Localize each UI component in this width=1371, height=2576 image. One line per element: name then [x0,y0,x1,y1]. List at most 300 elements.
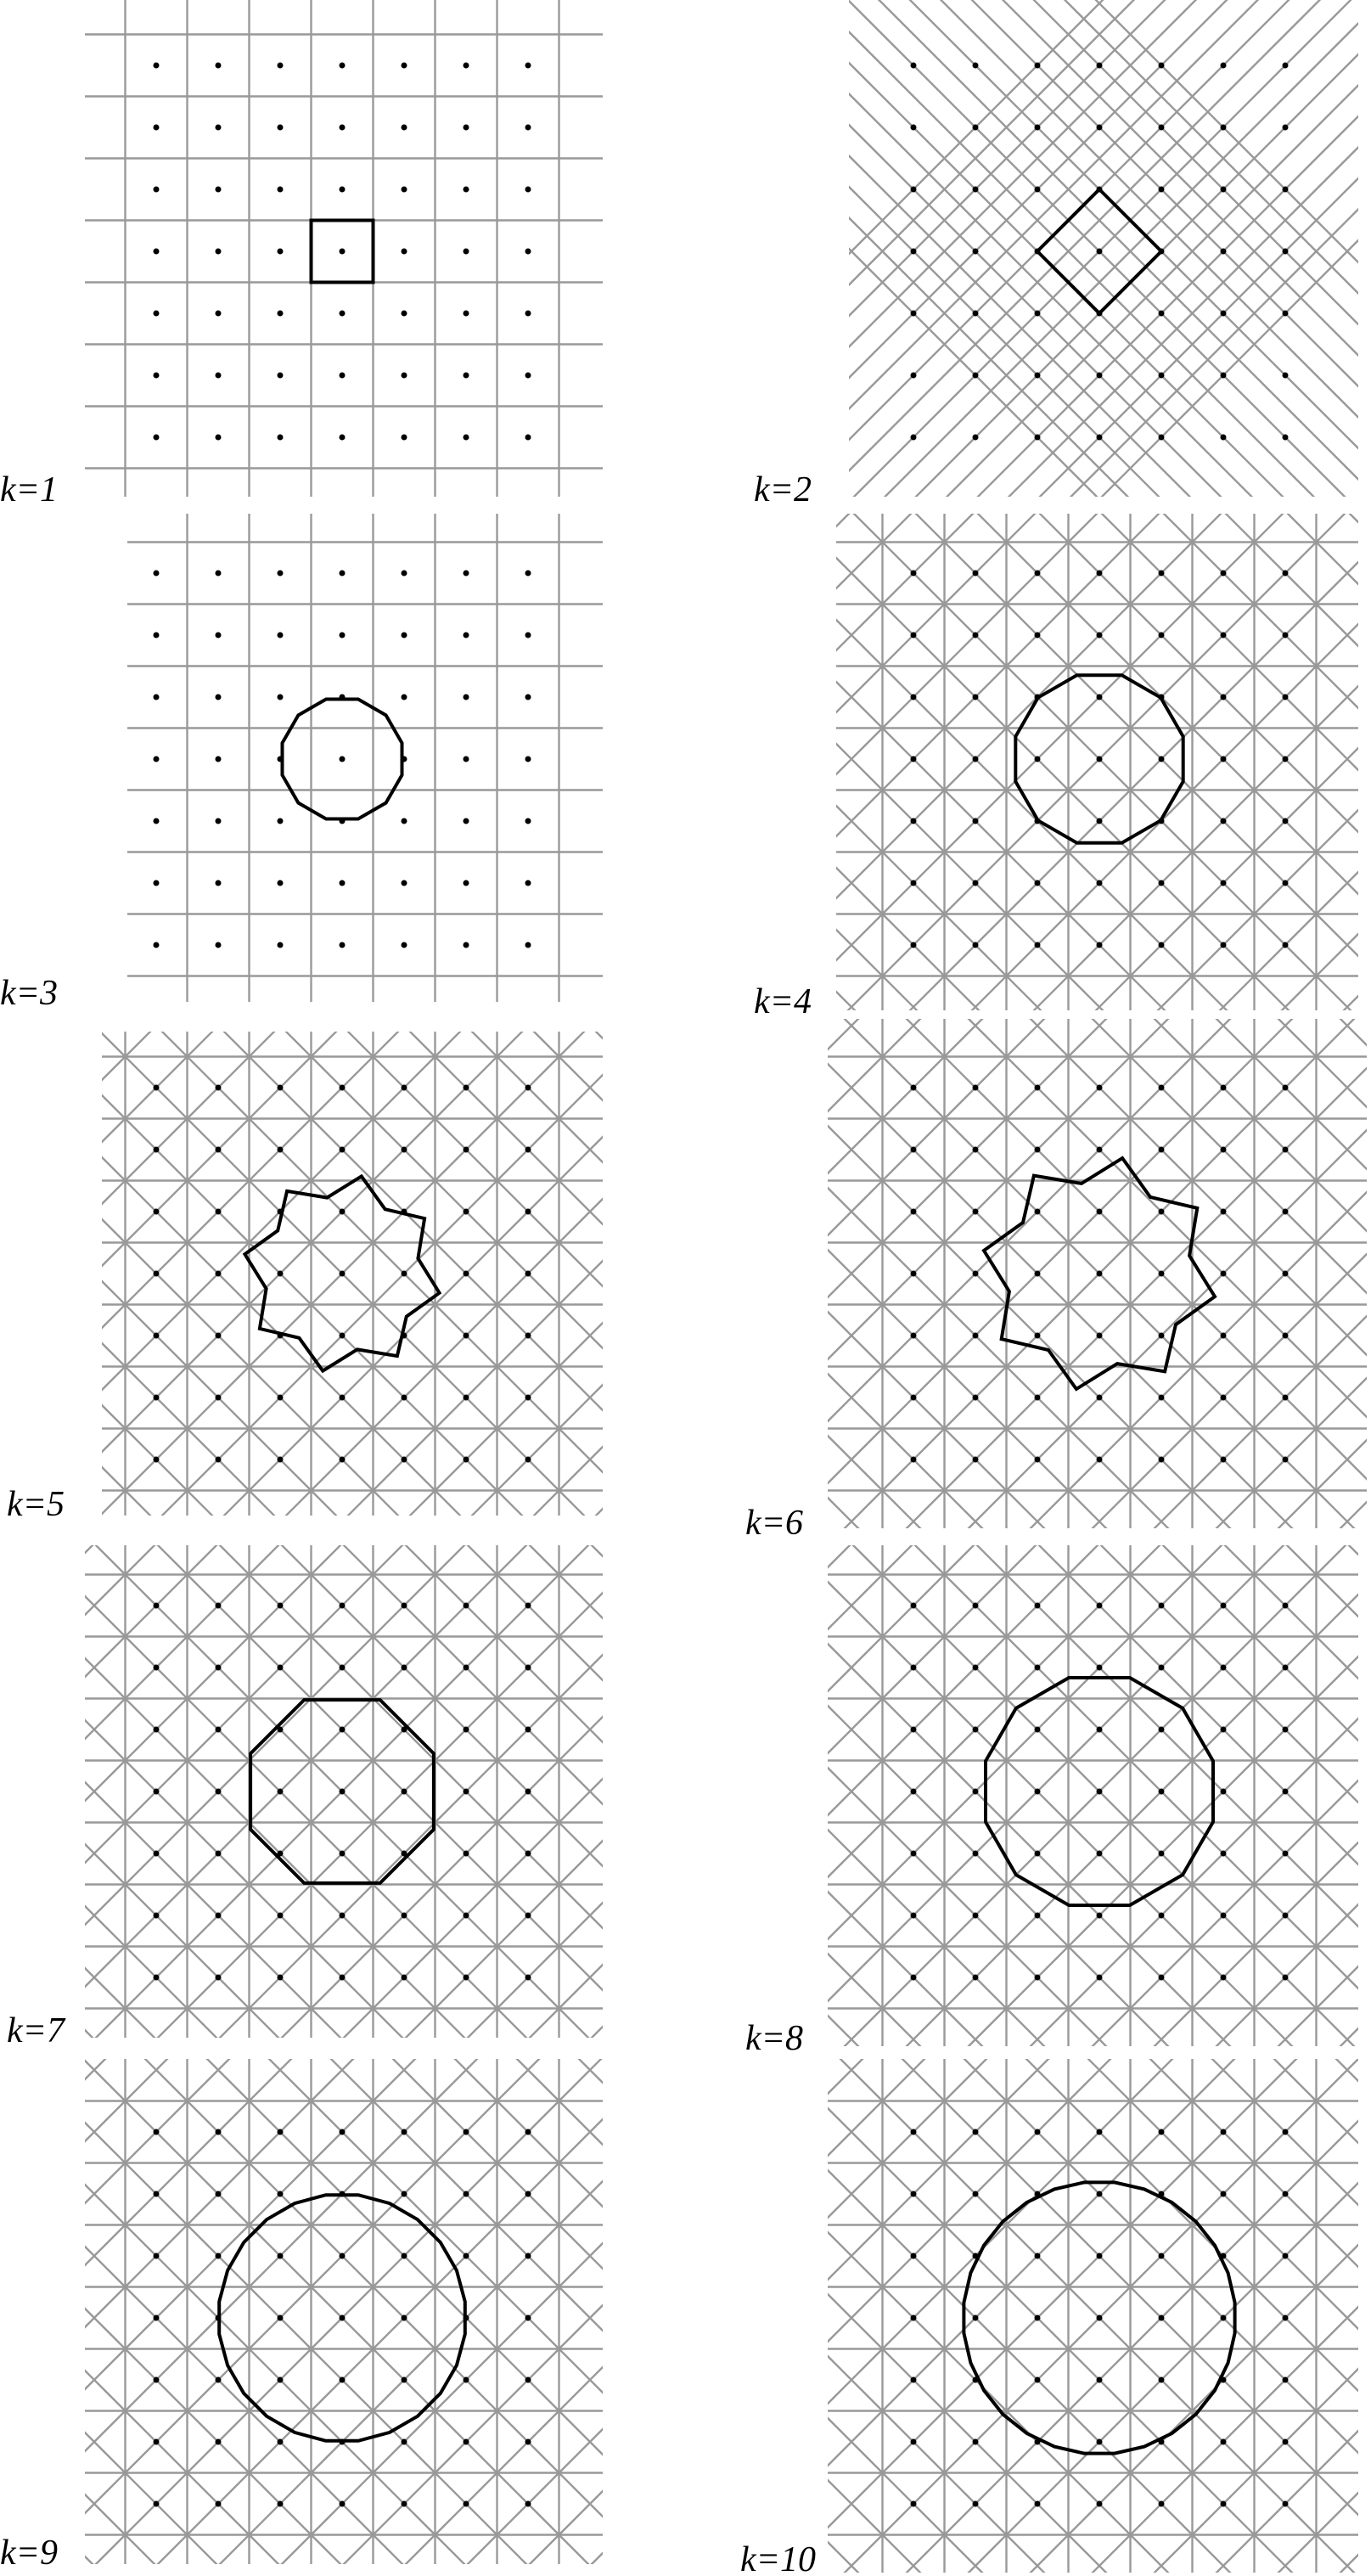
site-point [1097,1789,1103,1795]
site-point [1283,1789,1289,1795]
panel-label: k=7 [7,2011,65,2050]
site-point [973,2129,979,2135]
site-point [911,1603,917,1609]
site-point [154,1085,160,1091]
site-point [525,756,531,762]
panel-label: k=5 [7,1485,65,1524]
site-point [402,818,407,824]
site-point [1097,1975,1103,1981]
site-point [973,880,979,886]
site-point [154,880,160,886]
site-point [402,1085,407,1091]
site-point [464,249,469,255]
site-point [911,63,917,69]
site-point [402,249,407,255]
site-point [154,818,160,824]
site-point [464,880,469,886]
site-point [1159,2315,1165,2321]
site-point [1221,880,1227,886]
panel-k10 [306,2021,1371,2576]
site-point [1159,942,1165,948]
site-point [216,880,222,886]
site-point [1221,633,1227,638]
site-point [278,2501,284,2507]
site-point [1283,633,1289,638]
site-point [340,187,346,193]
site-point [402,633,407,638]
site-point [1221,1395,1227,1401]
site-point [1221,1665,1227,1671]
site-point [340,942,346,948]
site-point [973,1209,979,1215]
site-point [278,2191,284,2197]
site-point [1097,63,1103,69]
site-point [216,1789,222,1795]
site-point [525,1395,531,1401]
site-point [1221,2315,1227,2321]
site-point [216,1085,222,1091]
site-point [1035,187,1041,193]
site-point [278,1913,284,1919]
site-point [525,2439,531,2445]
site-point [154,571,160,577]
site-point [1283,2439,1289,2445]
site-point [1159,1789,1165,1795]
site-point [1283,2253,1289,2259]
site-point [278,695,284,700]
site-point [402,311,407,317]
site-point [1283,1209,1289,1215]
site-point [911,756,917,762]
site-point [911,2501,917,2507]
site-point [1283,2129,1289,2135]
site-point [154,2377,160,2383]
site-point [1283,1271,1289,1277]
site-point [1221,125,1227,131]
site-point [1221,1727,1227,1733]
panel-label: k=4 [754,982,812,1021]
site-point [1221,435,1227,441]
site-point [278,1665,284,1671]
site-point [973,63,979,69]
site-point [464,1147,469,1153]
site-point [278,1603,284,1609]
site-point [154,1395,160,1401]
site-point [911,571,917,577]
site-point [1159,1913,1165,1919]
site-point [402,2501,407,2507]
site-point [911,880,917,886]
site-point [154,633,160,638]
site-point [1159,1085,1165,1091]
site-point [911,2191,917,2197]
site-point [1097,1085,1103,1091]
site-point [911,1913,917,1919]
site-point [1283,125,1289,131]
panel-label: k=6 [745,1504,803,1543]
site-point [154,1727,160,1733]
site-point [1283,1333,1289,1339]
site-point [216,1913,222,1919]
site-point [1159,880,1165,886]
site-point [1035,571,1041,577]
site-point [1221,1975,1227,1981]
site-point [973,1395,979,1401]
site-point [464,187,469,193]
site-point [464,1333,469,1339]
site-point [973,1333,979,1339]
site-point [1097,695,1103,700]
site-point [1221,695,1227,700]
site-point [216,2501,222,2507]
site-point [973,1851,979,1857]
site-point [402,880,407,886]
site-point [973,2439,979,2445]
site-point [1035,63,1041,69]
site-point [1221,571,1227,577]
site-point [911,1457,917,1463]
site-point [1097,2315,1103,2321]
site-point [911,1333,917,1339]
site-point [464,311,469,317]
site-point [1159,571,1165,577]
site-point [154,311,160,317]
site-point [525,187,531,193]
panel-label: k=9 [0,2534,58,2573]
site-point [216,2439,222,2445]
site-point [1035,1727,1041,1733]
site-point [1221,2501,1227,2507]
site-point [1159,1271,1165,1277]
site-point [1035,880,1041,886]
site-point [911,2129,917,2135]
site-point [1035,125,1041,131]
site-point [1097,571,1103,577]
site-point [1097,249,1103,255]
panel-label: k=8 [745,2019,803,2058]
site-point [525,2315,531,2321]
site-point [340,63,346,69]
site-point [1283,249,1289,255]
site-point [911,1395,917,1401]
site-point [464,1975,469,1981]
site-point [1283,1085,1289,1091]
site-point [973,1789,979,1795]
site-point [1159,435,1165,441]
site-point [402,1789,407,1795]
site-point [525,1085,531,1091]
site-point [1221,1603,1227,1609]
site-point [278,373,284,379]
site-point [1221,187,1227,193]
site-point [154,63,160,69]
site-point [216,695,222,700]
site-point [464,1457,469,1463]
site-point [1221,1913,1227,1919]
site-point [154,1457,160,1463]
site-point [973,1975,979,1981]
site-point [1221,1333,1227,1339]
site-point [1159,2501,1165,2507]
site-point [1221,2129,1227,2135]
site-point [1221,249,1227,255]
site-point [464,2129,469,2135]
site-point [973,1665,979,1671]
site-point [216,1147,222,1153]
site-point [464,373,469,379]
site-point [911,695,917,700]
site-point [911,187,917,193]
site-point [340,1789,346,1795]
site-point [911,1975,917,1981]
site-point [402,942,407,948]
site-point [1097,756,1103,762]
site-point [216,818,222,824]
site-point [154,373,160,379]
site-point [216,1851,222,1857]
site-point [525,1603,531,1609]
site-point [154,695,160,700]
site-point [525,1209,531,1215]
site-point [911,1851,917,1857]
site-point [216,571,222,577]
site-point [1097,1457,1103,1463]
site-point [525,1333,531,1339]
site-point [1035,1333,1041,1339]
site-point [973,633,979,638]
site-point [216,2377,222,2383]
site-point [464,633,469,638]
site-point [1035,1147,1041,1153]
site-point [216,187,222,193]
site-point [154,2253,160,2259]
site-point [973,187,979,193]
site-point [216,1271,222,1277]
site-point [1221,1271,1227,1277]
site-point [154,1333,160,1339]
site-point [1035,2253,1041,2259]
panel-label: k=10 [740,2540,816,2576]
site-point [1035,2501,1041,2507]
site-point [278,1975,284,1981]
site-point [278,125,284,131]
site-point [1159,1727,1165,1733]
site-point [278,2129,284,2135]
panel-label: k=3 [0,974,58,1013]
site-point [278,311,284,317]
site-point [154,2191,160,2197]
site-point [973,942,979,948]
site-point [1159,1975,1165,1981]
site-point [340,571,346,577]
panel-k2 [512,0,1371,591]
site-point [525,2191,531,2197]
site-point [464,1727,469,1733]
panel-k5 [0,976,1135,1571]
site-point [1283,373,1289,379]
site-point [911,435,917,441]
site-point [973,1147,979,1153]
site-point [216,2253,222,2259]
site-point [216,1333,222,1339]
site-point [154,1975,160,1981]
site-point [1283,1975,1289,1981]
site-point [340,756,346,762]
site-point [525,1727,531,1733]
site-point [216,1665,222,1671]
site-point [464,1851,469,1857]
site-point [216,63,222,69]
site-point [1035,1603,1041,1609]
site-point [911,373,917,379]
site-point [154,125,160,131]
site-point [402,2315,407,2321]
site-point [402,2377,407,2383]
site-point [1097,2501,1103,2507]
site-point [1221,2439,1227,2445]
site-point [278,2439,284,2445]
site-point [464,125,469,131]
site-point [1159,187,1165,193]
site-point [278,942,284,948]
site-point [216,249,222,255]
site-point [911,249,917,255]
site-point [1035,1457,1041,1463]
site-point [973,311,979,317]
site-point [1283,1603,1289,1609]
site-point [1035,1913,1041,1919]
site-point [154,1851,160,1857]
site-point [1097,2191,1103,2197]
site-point [278,1395,284,1401]
site-point [278,435,284,441]
site-point [1097,125,1103,131]
site-point [1221,942,1227,948]
site-point [464,1665,469,1671]
site-point [1035,1271,1041,1277]
site-point [973,1457,979,1463]
site-point [402,435,407,441]
site-point [464,695,469,700]
site-point [1283,2315,1289,2321]
site-point [525,1851,531,1857]
panel-label: k=1 [0,470,58,509]
site-point [1035,1851,1041,1857]
site-point [911,1085,917,1091]
site-point [1283,942,1289,948]
site-point [1221,311,1227,317]
site-point [973,2315,979,2321]
site-point [1283,1395,1289,1401]
site-point [1035,633,1041,638]
site-point [216,633,222,638]
site-point [340,311,346,317]
site-point [402,1975,407,1981]
site-point [402,1147,407,1153]
site-point [402,63,407,69]
site-point [278,1085,284,1091]
site-point [154,1789,160,1795]
site-point [973,1085,979,1091]
site-point [402,125,407,131]
site-point [1283,1727,1289,1733]
site-point [1035,1975,1041,1981]
site-point [216,311,222,317]
site-point [1035,1085,1041,1091]
site-point [464,1085,469,1091]
site-point [525,942,531,948]
site-point [973,1603,979,1609]
site-point [402,1271,407,1277]
site-point [154,2501,160,2507]
site-point [340,2129,346,2135]
site-point [525,1913,531,1919]
site-point [911,2377,917,2383]
site-point [402,1457,407,1463]
site-point [216,2191,222,2197]
site-point [525,1147,531,1153]
site-point [154,1665,160,1671]
site-point [525,1457,531,1463]
site-point [340,2501,346,2507]
site-point [1159,1851,1165,1857]
site-point [464,2191,469,2197]
site-point [1221,818,1227,824]
site-point [1283,2191,1289,2197]
site-point [216,125,222,131]
site-point [402,695,407,700]
site-point [973,818,979,824]
site-point [1221,1209,1227,1215]
site-point [1159,1147,1165,1153]
site-point [1035,2377,1041,2383]
site-point [402,1395,407,1401]
site-point [1221,1851,1227,1857]
site-point [525,880,531,886]
site-point [1035,942,1041,948]
site-point [1035,2129,1041,2135]
site-point [464,818,469,824]
site-point [1159,1395,1165,1401]
site-point [1159,2377,1165,2383]
site-point [973,695,979,700]
site-point [278,249,284,255]
site-point [1035,1789,1041,1795]
site-point [525,818,531,824]
site-point [525,1975,531,1981]
site-point [154,187,160,193]
site-point [216,1727,222,1733]
site-point [216,1395,222,1401]
site-point [402,2439,407,2445]
site-point [525,249,531,255]
site-point [216,373,222,379]
site-point [973,2191,979,2197]
site-point [402,1913,407,1919]
site-point [216,435,222,441]
site-point [464,756,469,762]
site-point [1097,2129,1103,2135]
site-point [1159,125,1165,131]
site-point [278,1271,284,1277]
site-point [911,311,917,317]
site-point [911,633,917,638]
site-point [1097,1913,1103,1919]
site-point [278,2315,284,2321]
site-point [525,435,531,441]
panel-k7 [0,1494,1135,2089]
panel-label: k=2 [754,470,812,509]
